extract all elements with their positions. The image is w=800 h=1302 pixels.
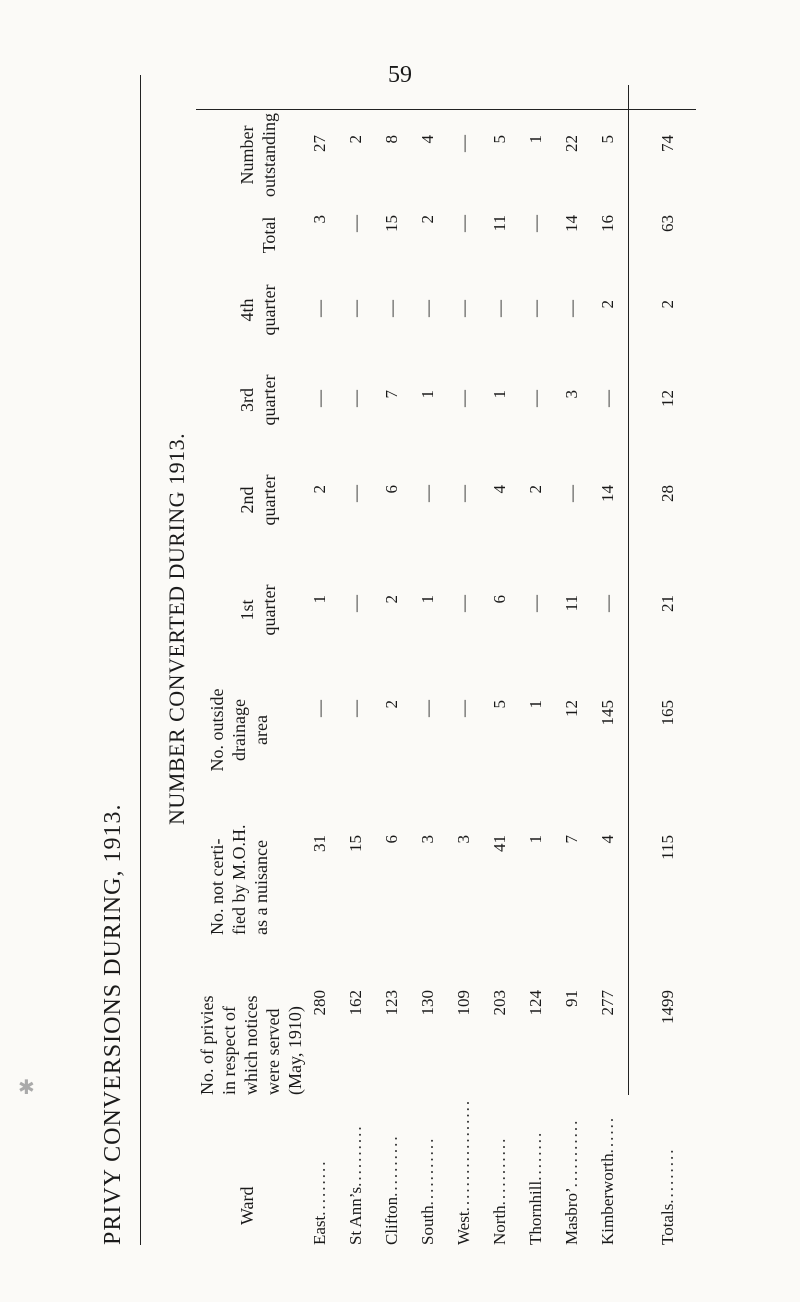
ward-label: Thornhill [526,1180,545,1245]
ward-name [562,1119,582,1245]
cell-q4: — [490,300,509,317]
cell-not-cert: 31 [310,835,329,852]
ward-name [310,1159,330,1245]
page-number: 59 [388,62,412,88]
cell-outstanding: 74 [658,135,677,152]
cell-q3: 3 [562,390,581,399]
leader-dots: .......... [382,1134,401,1197]
ward-name [454,1099,474,1245]
cell-q1: — [346,595,365,612]
leader-dots: ......... [310,1159,329,1216]
ward-label: East [310,1215,329,1245]
ward-name [598,1116,618,1245]
ward-name [418,1137,438,1245]
cell-privies: 130 [418,990,437,1016]
cell-q2: — [562,485,581,502]
cell-q4: — [382,300,401,317]
table-subtitle: NUMBER CONVERTED DURING 1913. [164,432,189,825]
header-not-certified: No. not certi- fied by M.O.H. as a nuisance [207,824,271,935]
cell-total: 3 [310,215,329,224]
cell-q4: 2 [598,300,617,309]
cell-q1: 21 [658,595,677,612]
ward-label: South [418,1205,437,1245]
ward-label: Clifton [382,1196,401,1245]
cell-q4: — [346,300,365,317]
cell-q4: 2 [658,300,677,309]
cell-q4: — [454,300,473,317]
cell-q1: 1 [418,595,437,604]
cell-outside: 1 [526,700,545,709]
cell-q4: — [526,300,545,317]
cell-q2: — [418,485,437,502]
cell-total: 15 [382,215,401,232]
cell-privies: 124 [526,990,545,1016]
ward-label: St Ann’s [346,1186,365,1245]
ward-name [658,1147,678,1245]
cell-outside: — [310,700,329,717]
cell-not-cert: 41 [490,835,509,852]
ward-label: West [454,1211,473,1245]
cell-q2: — [454,485,473,502]
cell-q3: — [526,390,545,407]
cell-outside: 12 [562,700,581,717]
cell-outstanding: 5 [490,135,509,144]
cell-q3: 7 [382,390,401,399]
cell-outside: 5 [490,700,509,709]
cell-q2: — [346,485,365,502]
table-row [418,75,448,1245]
ward-name [490,1137,510,1245]
cell-q3: — [310,390,329,407]
cell-q3: — [598,390,617,407]
cell-not-cert: 15 [346,835,365,852]
margin-mark-icon: ✱ [18,1077,35,1099]
cell-q1: — [598,595,617,612]
cell-outstanding: 5 [598,135,617,144]
table-header [196,75,305,1245]
leader-dots: ........... [490,1136,509,1206]
cell-total: 16 [598,215,617,232]
cell-outstanding: 2 [346,135,365,144]
cell-q3: 1 [490,390,509,399]
header-outstanding: Number outstanding [237,113,279,197]
cell-q3: 12 [658,390,677,407]
title-rule [140,75,141,1245]
ward-name [526,1131,546,1245]
cell-q1: 6 [490,595,509,604]
cell-not-cert: 6 [382,835,401,844]
cell-total: — [526,215,545,232]
cell-q2: 14 [598,485,617,502]
cell-q4: — [562,300,581,317]
header-total: Total [259,216,279,254]
rotated-table-page [100,75,720,1245]
cell-q2: 28 [658,485,677,502]
header-q3: 3rd quarter [237,374,279,426]
cell-q1: 11 [562,595,581,612]
ward-label: Kimberworth [598,1153,617,1245]
table-row [490,75,520,1245]
cell-not-cert: 3 [454,835,473,844]
leader-dots: ......... [658,1147,677,1204]
totals-row [658,75,688,1245]
table-row [382,75,412,1245]
cell-outside: — [418,700,437,717]
cell-not-cert: 4 [598,835,617,844]
header-outside-drainage: No. outside drainage area [207,688,271,772]
ward-name [346,1124,366,1245]
cell-not-cert: 7 [562,835,581,844]
ward-label: Totals [658,1203,677,1245]
header-q2: 2nd quarter [237,474,279,526]
cell-privies: 91 [562,990,581,1007]
cell-total: — [346,215,365,232]
cell-q1: — [526,595,545,612]
header-privies: No. of privies in respect of which notices were served (May, 1910) [197,995,305,1095]
cell-q4: — [418,300,437,317]
ward-name [382,1134,402,1245]
cell-outstanding: 27 [310,135,329,152]
cell-privies: 1499 [658,990,677,1024]
header-q1: 1st quarter [237,584,279,636]
ward-label: Masbro’ [562,1187,581,1245]
totals-rule [628,85,629,1095]
table-row [346,75,376,1245]
cell-total: 14 [562,215,581,232]
ward-label: North [490,1205,509,1245]
cell-total: — [454,215,473,232]
table-row [598,75,628,1245]
cell-total: 63 [658,215,677,232]
cell-privies: 123 [382,990,401,1016]
cell-q2: 2 [310,485,329,494]
cell-outside: 145 [598,700,617,726]
cell-outside: 165 [658,700,677,726]
cell-privies: 280 [310,990,329,1016]
cell-not-cert: 3 [418,835,437,844]
cell-outside: 2 [382,700,401,709]
cell-privies: 203 [490,990,509,1016]
cell-outstanding: 8 [382,135,401,144]
leader-dots: ........... [562,1118,581,1188]
leader-dots: ........... [418,1136,437,1206]
cell-outstanding: 4 [418,135,437,144]
cell-total: 2 [418,215,437,224]
table-row [310,75,340,1245]
cell-q4: — [310,300,329,317]
leader-dots: .......... [346,1124,365,1187]
header-q4: 4th quarter [237,284,279,336]
table-row [454,75,484,1245]
cell-q2: 2 [526,485,545,494]
cell-outstanding: 1 [526,135,545,144]
cell-privies: 162 [346,990,365,1016]
cell-total: 11 [490,215,509,232]
table-row [526,75,556,1245]
cell-privies: 277 [598,990,617,1016]
leader-dots: .................. [454,1098,473,1212]
table-row [562,75,592,1245]
cell-q2: 6 [382,485,401,494]
document-title: PRIVY CONVERSIONS DURING, 1913. [100,803,126,1245]
cell-q3: — [454,390,473,407]
cell-not-cert: 1 [526,835,545,844]
cell-q2: 4 [490,485,509,494]
cell-q1: 2 [382,595,401,604]
cell-outstanding: 22 [562,135,581,152]
cell-q3: — [346,390,365,407]
cell-privies: 109 [454,990,473,1016]
cell-q1: — [454,595,473,612]
header-ward: Ward [237,1186,257,1225]
leader-dots: ........ [526,1130,545,1181]
cell-outside: — [346,700,365,717]
cell-outstanding: — [454,135,473,152]
cell-q3: 1 [418,390,437,399]
cell-not-cert: 115 [658,835,677,860]
cell-outside: — [454,700,473,717]
cell-q1: 1 [310,595,329,604]
leader-dots: ...... [598,1115,617,1154]
